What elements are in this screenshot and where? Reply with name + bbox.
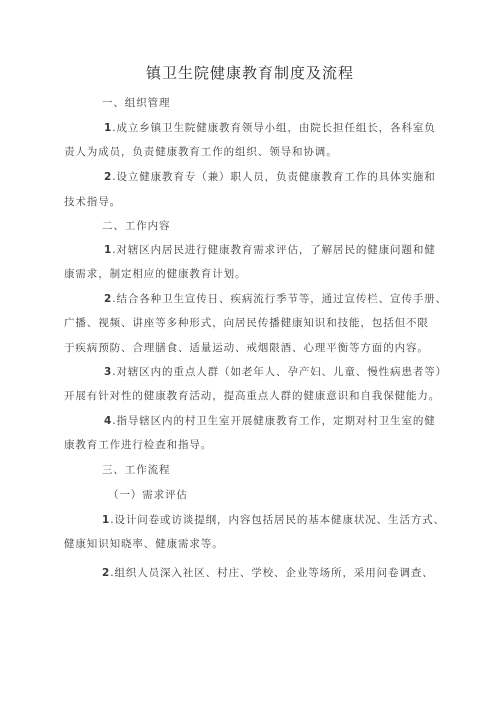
paragraph-text: .对辖区内居民进行健康教育需求评估，了解居民的健康问题和健 <box>112 244 436 256</box>
paragraph-line: 广播、视频、讲座等多种形式，向居民传播健康知识和技能，包括但不限 <box>64 317 429 329</box>
paragraph-line: 康需求，制定相应的健康教育计划。 <box>64 268 247 280</box>
paragraph-line <box>0 566 500 580</box>
section-heading-organization: 一、组织管理 <box>102 97 171 109</box>
paragraph-line <box>0 365 500 379</box>
paragraph-text: .组织人员深入社区、村庄、学校、企业等场所，采用问卷调查、 <box>110 567 434 579</box>
subsection-heading-needs-assessment: （一）需求评估 <box>108 489 188 501</box>
paragraph-line: 康教育工作进行检查和指导。 <box>64 439 213 451</box>
paragraph-line <box>0 292 500 306</box>
document-title: 镇卫生院健康教育制度及流程 <box>145 64 354 82</box>
paragraph-line: 健康知识知晓率、健康需求等。 <box>64 538 224 550</box>
section-heading-content: 二、工作内容 <box>102 220 171 232</box>
item-number: 2 <box>104 171 113 183</box>
paragraph-line <box>0 170 500 184</box>
item-number: 3 <box>104 366 113 378</box>
section-heading-workflow: 三、工作流程 <box>102 464 171 476</box>
paragraph-text: .指导辖区内的村卫生室开展健康教育工作，定期对村卫生室的健 <box>112 415 436 427</box>
paragraph-line: 于疾病预防、合理膳食、适量运动、戒烟限酒、心理平衡等方面的内容。 <box>64 342 429 354</box>
item-number: 1 <box>104 122 113 134</box>
paragraph-line <box>0 121 500 135</box>
paragraph-line: 技术指导。 <box>64 196 121 208</box>
paragraph-line <box>0 414 500 428</box>
item-number: 1 <box>102 514 111 526</box>
paragraph-line: 开展有针对性的健康教育活动，提高重点人群的健康意识和自我保健能力。 <box>64 390 441 402</box>
item-number: 2 <box>102 567 111 579</box>
paragraph-text: .设计问卷或访谈提纲，内容包括居民的基本健康状况、生活方式、 <box>110 514 446 526</box>
paragraph-line: 责人为成员，负责健康教育工作的组织、领导和协调。 <box>64 146 338 158</box>
item-number: 1 <box>104 244 113 256</box>
paragraph-text: .对辖区内的重点人群（如老年人、孕产妇、儿童、慢性病患者等） <box>112 366 448 378</box>
paragraph-text: .设立健康教育专（兼）职人员，负责健康教育工作的具体实施和 <box>112 171 436 183</box>
paragraph-line <box>0 243 500 257</box>
paragraph-text: .成立乡镇卫生院健康教育领导小组，由院长担任组长，各科室负 <box>112 122 436 134</box>
paragraph-line <box>0 513 500 527</box>
item-number: 4 <box>104 415 113 427</box>
item-number: 2 <box>104 293 113 305</box>
paragraph-text: .结合各种卫生宣传日、疾病流行季节等，通过宣传栏、宣传手册、 <box>112 293 448 305</box>
